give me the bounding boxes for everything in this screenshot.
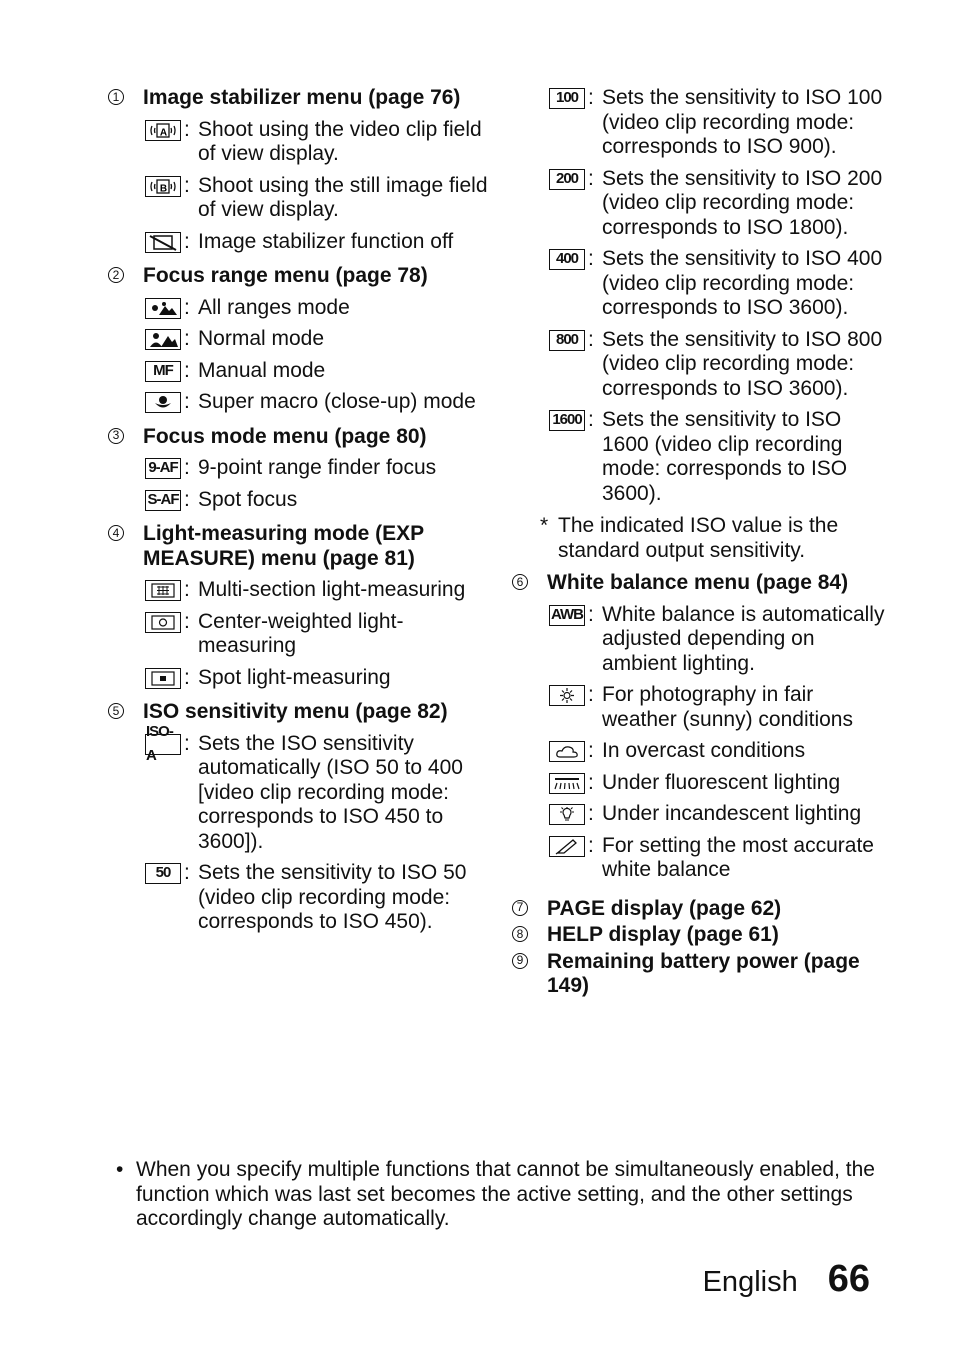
list-item	[549, 771, 892, 796]
list-item	[145, 174, 488, 223]
list-item	[145, 722, 488, 855]
item-description: Sets the sensitivity to ISO 800 (video clip recording mode: corresponds to ISO 3600).	[602, 327, 883, 400]
colon-separator: :	[184, 295, 190, 319]
left-column	[108, 86, 488, 945]
item-description: Sets the sensitivity to ISO 100 (video clip recording mode: corresponds to ISO 900).	[602, 86, 883, 158]
item-description: Multi-section light-measuring	[198, 578, 466, 601]
iso-100-icon: 100	[549, 88, 585, 109]
menu-section	[108, 700, 488, 935]
stabilizer-letter: A	[159, 127, 167, 138]
list-item	[145, 666, 488, 691]
list-item	[549, 834, 892, 883]
colon-separator: :	[184, 731, 190, 755]
section-heading	[512, 923, 892, 948]
section-title: Focus range menu (page 78)	[143, 264, 428, 287]
colon-separator: :	[184, 487, 190, 511]
stabilizer-b-icon	[145, 176, 181, 197]
colon-separator: :	[184, 358, 190, 382]
circled-number: 7	[512, 900, 528, 916]
circled-number: 1	[108, 89, 124, 105]
white-balance-section	[512, 571, 892, 883]
page-number: 66	[827, 1258, 870, 1300]
section-title: White balance menu (page 84)	[547, 571, 849, 594]
page-footer	[703, 1258, 870, 1301]
item-description: Sets the sensitivity to ISO 1600 (video clip recording mode: corresponds to ISO 3600).	[602, 408, 848, 505]
item-description: Center-weighted light-measuring	[198, 609, 404, 657]
list-item	[145, 296, 488, 321]
fluorescent-icon	[549, 773, 585, 794]
menu-section	[108, 425, 488, 513]
section-heading	[108, 425, 488, 450]
colon-separator: :	[184, 609, 190, 633]
sunny-icon	[549, 685, 585, 706]
iso-200-icon: 200	[549, 169, 585, 190]
stabilizer-letter: B	[159, 183, 167, 194]
colon-separator: :	[184, 117, 190, 141]
item-description: Spot light-measuring	[198, 665, 391, 689]
item-description: Sets the sensitivity to ISO 200 (video clip recording mode: corresponds to ISO 1800).	[602, 166, 883, 239]
colon-separator: :	[184, 327, 190, 350]
item-description: Manual mode	[198, 358, 326, 382]
item-description: Spot focus	[198, 487, 298, 511]
bullet-note	[116, 1158, 876, 1232]
colon-separator: :	[588, 166, 594, 190]
colon-separator: :	[588, 683, 594, 706]
item-description: For photography in fair weather (sunny) conditions	[602, 683, 853, 731]
list-item	[549, 328, 892, 402]
list-item	[145, 359, 488, 384]
colon-separator: :	[184, 578, 190, 601]
colon-separator: :	[588, 770, 594, 794]
list-item	[145, 861, 488, 935]
item-description: For setting the most accurate white balance	[602, 833, 874, 881]
menu-section	[108, 522, 488, 690]
colon-separator: :	[184, 456, 190, 479]
list-item	[549, 408, 892, 506]
section-heading	[108, 86, 488, 111]
colon-separator: :	[588, 247, 594, 270]
iso-auto-icon: ISO-A	[145, 734, 181, 755]
list-item	[145, 578, 488, 603]
item-description: Normal mode	[198, 327, 325, 350]
iso-50-icon: 50	[145, 863, 181, 884]
section-title: Image stabilizer menu (page 76)	[143, 86, 461, 109]
colon-separator: :	[184, 390, 190, 413]
section-heading	[108, 522, 488, 571]
circled-number: 2	[108, 267, 124, 283]
iso-footnote-text: The indicated ISO value is the standard output sensitivity.	[558, 514, 839, 562]
colon-separator: :	[184, 665, 190, 689]
section-title: HELP display (page 61)	[547, 923, 779, 946]
section-title: Focus mode menu (page 80)	[143, 424, 427, 448]
circled-number: 8	[512, 926, 528, 942]
item-description: All ranges mode	[198, 295, 350, 319]
colon-separator: :	[184, 229, 190, 253]
section-heading	[512, 571, 892, 596]
item-description: In overcast conditions	[602, 739, 806, 762]
list-item	[145, 488, 488, 513]
item-description: Sets the ISO sensitivity automatically (ISO 50 to 400 [video clip recording mode: corresponds to ISO 450 to 3600]).	[198, 731, 463, 853]
circled-number: 6	[512, 574, 528, 590]
colon-separator: :	[588, 802, 594, 825]
footer-language: English	[702, 1266, 798, 1298]
item-description: Shoot using the video clip field of view display.	[198, 117, 482, 165]
circled-number: 5	[108, 703, 124, 719]
item-description: Under fluorescent lighting	[602, 770, 841, 794]
stabilizer-off-icon	[145, 232, 181, 253]
cloudy-icon	[549, 741, 585, 762]
item-description: Sets the sensitivity to ISO 400 (video clip recording mode: corresponds to ISO 3600).	[602, 247, 883, 319]
nine-point-af-icon: 9-AF	[145, 458, 181, 479]
bullet-note-text: When you specify multiple functions that cannot be simultaneously enabled, the function which was last set becomes the active setting, and the other settings accordingly change automatically.	[136, 1158, 875, 1230]
menu-section	[108, 86, 488, 254]
section-title: Light-measuring mode (EXP MEASURE) menu (page 81)	[143, 522, 424, 570]
right-column	[512, 86, 892, 999]
manual-focus-icon: MF	[145, 361, 181, 382]
center-weighted-metering-icon	[145, 612, 181, 633]
colon-separator: :	[588, 408, 594, 431]
colon-separator: :	[184, 173, 190, 197]
spot-af-icon: S-AF	[145, 490, 181, 511]
list-item	[549, 247, 892, 321]
all-ranges-icon	[145, 298, 181, 319]
list-item	[549, 739, 892, 764]
circled-number: 4	[108, 525, 124, 541]
item-description: 9-point range finder focus	[198, 456, 437, 479]
list-item	[549, 167, 892, 241]
iso-1600-icon: 1600	[549, 410, 585, 431]
list-item	[549, 683, 892, 732]
colon-separator: :	[588, 602, 594, 626]
item-description: White balance is automatically adjusted depending on ambient lighting.	[602, 602, 885, 675]
normal-mode-icon	[145, 329, 181, 350]
colon-separator: :	[588, 739, 594, 762]
colon-separator: :	[588, 833, 594, 857]
list-item	[145, 456, 488, 481]
section-heading	[512, 950, 892, 999]
section-title: PAGE display (page 62)	[547, 896, 782, 920]
incandescent-icon	[549, 804, 585, 825]
iso-800-icon: 800	[549, 330, 585, 351]
iso-footnote	[540, 514, 892, 563]
asterisk: *	[540, 514, 549, 537]
item-description: Image stabilizer function off	[198, 229, 454, 253]
circled-number: 9	[512, 953, 528, 969]
iso-400-icon: 400	[549, 249, 585, 270]
list-item	[145, 390, 488, 415]
spot-metering-icon	[145, 668, 181, 689]
colon-separator: :	[588, 86, 594, 109]
list-item	[549, 603, 892, 677]
list-item	[145, 327, 488, 352]
colon-separator: :	[588, 327, 594, 351]
iso-continued-list	[512, 86, 892, 506]
section-title: Remaining battery power (page 149)	[547, 949, 860, 997]
colon-separator: :	[184, 861, 190, 884]
item-description: Sets the sensitivity to ISO 50 (video clip recording mode: corresponds to ISO 450).	[198, 861, 467, 933]
menu-section	[108, 264, 488, 415]
section-heading	[108, 264, 488, 289]
item-description: Under incandescent lighting	[602, 802, 862, 825]
list-item	[145, 118, 488, 167]
list-item	[145, 610, 488, 659]
list-item	[549, 802, 892, 827]
circled-number: 3	[108, 428, 124, 444]
awb-icon: AWB	[549, 605, 585, 626]
item-description: Super macro (close-up) mode	[198, 390, 476, 413]
custom-wb-icon	[549, 836, 585, 857]
list-item	[145, 230, 488, 255]
stabilizer-a-icon	[145, 120, 181, 141]
item-description: Shoot using the still image field of view display.	[198, 173, 488, 221]
section-title: ISO sensitivity menu (page 82)	[143, 700, 448, 723]
super-macro-icon	[145, 392, 181, 413]
bullet-dot: •	[116, 1158, 124, 1181]
multi-section-metering-icon	[145, 580, 181, 601]
list-item	[549, 86, 892, 160]
section-heading	[512, 897, 892, 922]
